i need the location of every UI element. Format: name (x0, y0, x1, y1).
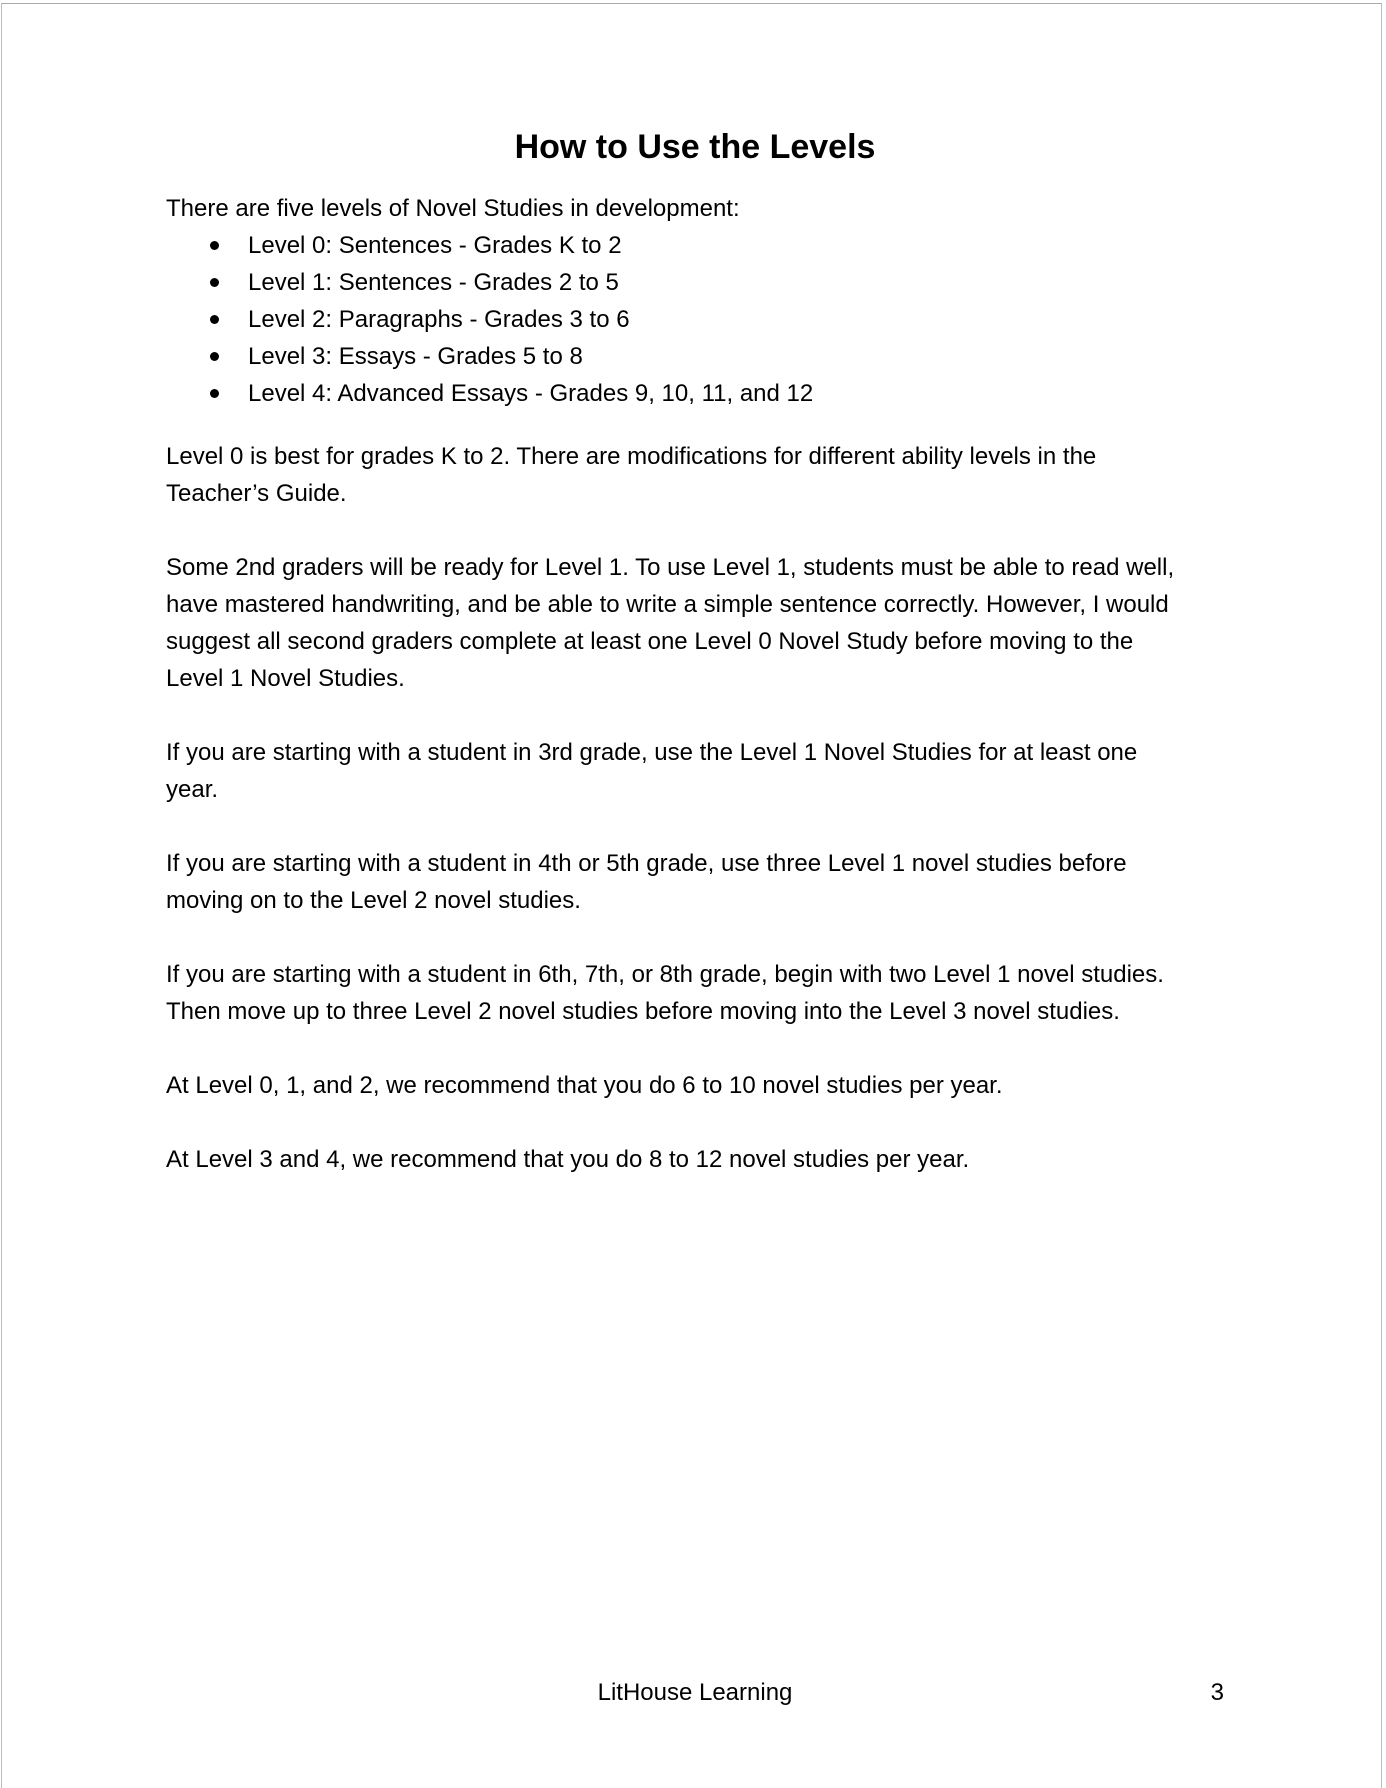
body-paragraph: If you are starting with a student in 3rd grade, use the Level 1 Novel Studies for at least one year. (166, 739, 1138, 803)
list-item-text: Level 4: Advanced Essays - Grades 9, 10, 11, and 12 (248, 380, 814, 407)
intro-paragraph: There are five levels of Novel Studies in development: (166, 195, 740, 222)
list-item (166, 375, 1191, 412)
list-item-text: Level 2: Paragraphs - Grades 3 to 6 (248, 306, 630, 333)
bullet-icon (210, 352, 219, 361)
body-paragraph: If you are starting with a student in 6th, 7th, or 8th grade, begin with two Level 1 novel studies. Then move up to three Level 2 novel studies before moving into the Level 3 novel studies. (166, 961, 1164, 1025)
document-page (1, 3, 1382, 1788)
bullet-icon (210, 315, 219, 324)
page-number: 3 (1210, 1679, 1224, 1706)
list-item (166, 264, 1191, 301)
document-body (166, 4, 1224, 1178)
list-item-text: Level 3: Essays - Grades 5 to 8 (248, 343, 583, 370)
body-paragraph: Some 2nd graders will be ready for Level 1. To use Level 1, students must be able to read well, have mastered handwriting, and be able to write a simple sentence correctly. However, I would suggest all second graders complete at least one Level 0 Novel Study before moving to the Level 1 Novel Studies. (166, 554, 1175, 692)
levels-list (166, 227, 1224, 412)
document-title: How to Use the Levels (514, 128, 876, 166)
body-paragraph: At Level 3 and 4, we recommend that you do 8 to 12 novel studies per year. (166, 1146, 970, 1173)
body-paragraph: At Level 0, 1, and 2, we recommend that you do 6 to 10 novel studies per year. (166, 1072, 1003, 1099)
footer-brand: LitHouse Learning (597, 1679, 793, 1706)
page-footer (166, 1674, 1224, 1711)
body-paragraph: If you are starting with a student in 4th or 5th grade, use three Level 1 novel studies before moving on to the Level 2 novel studies. (166, 850, 1127, 914)
list-item (166, 301, 1191, 338)
list-item (166, 338, 1191, 375)
bullet-icon (210, 241, 219, 250)
list-item (166, 227, 1191, 264)
bullet-icon (210, 278, 219, 287)
bullet-icon (210, 389, 219, 398)
list-item-text: Level 0: Sentences - Grades K to 2 (248, 232, 622, 259)
body-paragraph: Level 0 is best for grades K to 2. There are modifications for different ability levels in the Teacher’s Guide. (166, 443, 1097, 507)
list-item-text: Level 1: Sentences - Grades 2 to 5 (248, 269, 619, 296)
